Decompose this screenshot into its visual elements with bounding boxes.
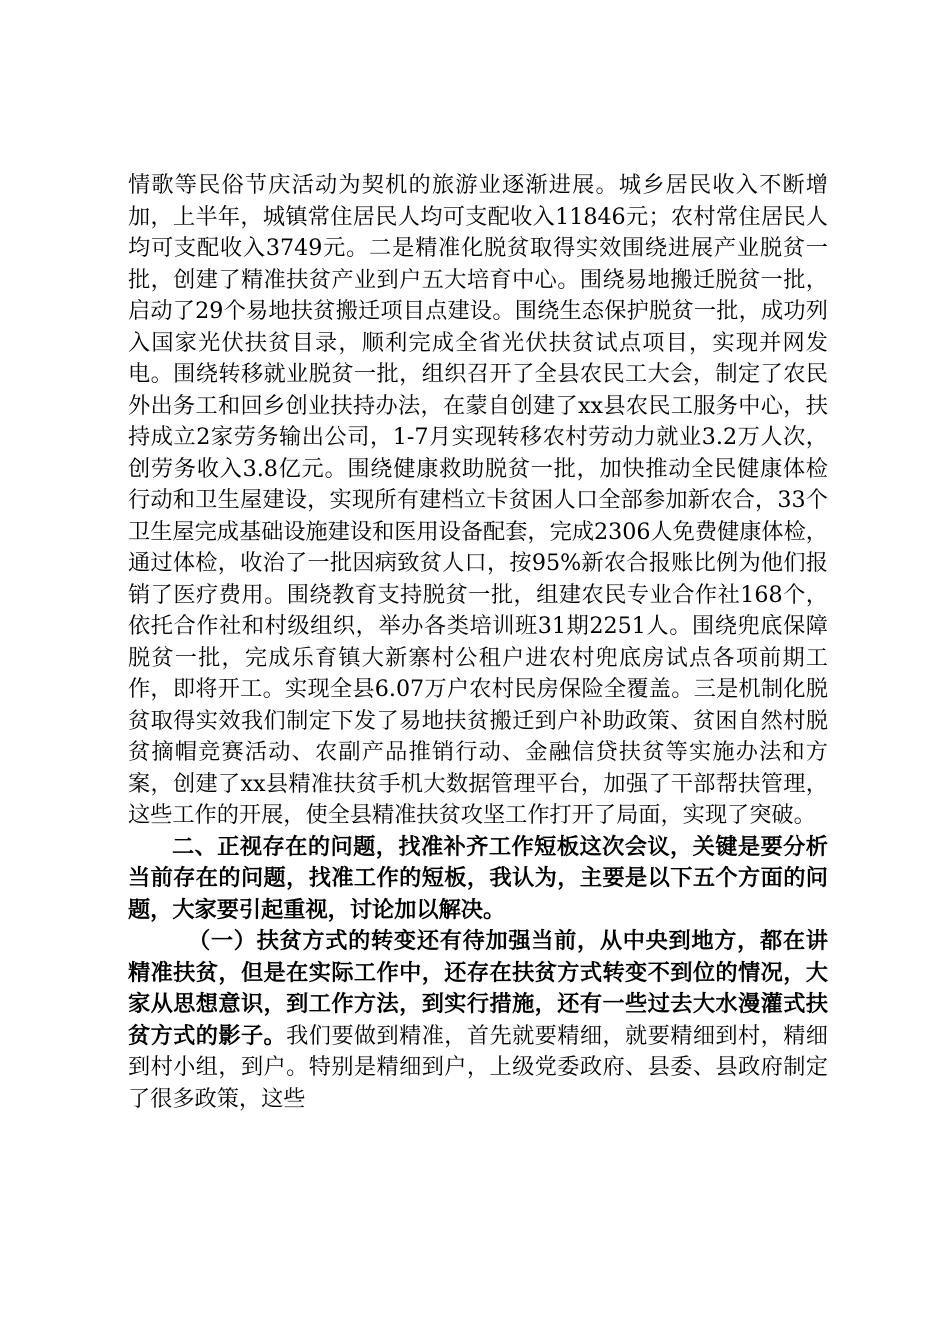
subsection-one-lead: （一）扶贫方式的转变还有待加强当前，从中央到地方，都在讲精准扶贫，但是在实际工作中，还存在扶贫方式转变不到位的情况，大家从思想意识，到工作方法，到实行措施，还有一些过去大水漫灌式扶贫方式的影子。	[128, 928, 828, 1049]
paragraph-section-two-heading: 二、正视存在的问题，找准补齐工作短板这次会议，关键是要分析当前存在的问题，找准工作的短板，我认为，主要是以下五个方面的问题，大家要引起重视，讨论加以解决。	[128, 833, 828, 923]
subsection-one-body: 我们要做到精准，首先就要精细，就要精细到村，精细到村小组，到户。特别是精细到户，上级党委政府、县委、县政府制定了很多政策，这些	[128, 1022, 828, 1112]
paragraph-poverty-progress: 情歌等民俗节庆活动为契机的旅游业逐渐进展。城乡居民收入不断增加，上半年，城镇常住居民人均可支配收入11846元；农村常住居民人均可支配收入3749元。二是精准化脱贫取得实效围绕进展产业脱贫一批，创建了精准扶贫产业到户五大培育中心。围绕易地搬迁脱贫一批，启动了29个易地扶贫搬迁项目点建设。围绕生态保护脱贫一批，成功列入国家光伏扶贫目录，顺利完成全省光伏扶贫试点项目，实现并网发电。围绕转移就业脱贫一批，组织召开了全县农民工大会，制定了农民外出务工和回乡创业扶持办法，在蒙自创建了xx县农民工服务中心，扶持成立2家劳务输出公司，1-7月实现转移农村劳动力就业3.2万人次，创劳务收入3.8亿元。围绕健康救助脱贫一批，加快推动全民健康体检行动和卫生屋建设，实现所有建档立卡贫困人口全部参加新农合，33个卫生屋完成基础设施建设和医用设备配套，完成2306人免费健康体检，通过体检，收治了一批因病致贫人口，按95%新农合报账比例为他们报销了医疗费用。围绕教育支持脱贫一批，组建农民专业合作社168个，依托合作社和村级组织，举办各类培训班31期2251人。围绕兜底保障脱贫一批，完成乐育镇大新寨村公租户进农村兜底房试点各项前期工作，即将开工。实现全县6.07万户农村民房保险全覆盖。三是机制化脱贫取得实效我们制定下发了易地扶贫搬迁到户补助政策、贫困自然村脱贫摘帽竞赛活动、农副产品推销行动、金融信贷扶贫等实施办法和方案，创建了xx县精准扶贫手机大数据管理平台，加强了干部帮扶管理，这些工作的开展，使全县精准扶贫攻坚工作打开了局面，实现了突破。	[128, 172, 828, 828]
document-body	[128, 170, 828, 1115]
paragraph-subsection-one	[128, 926, 828, 1115]
